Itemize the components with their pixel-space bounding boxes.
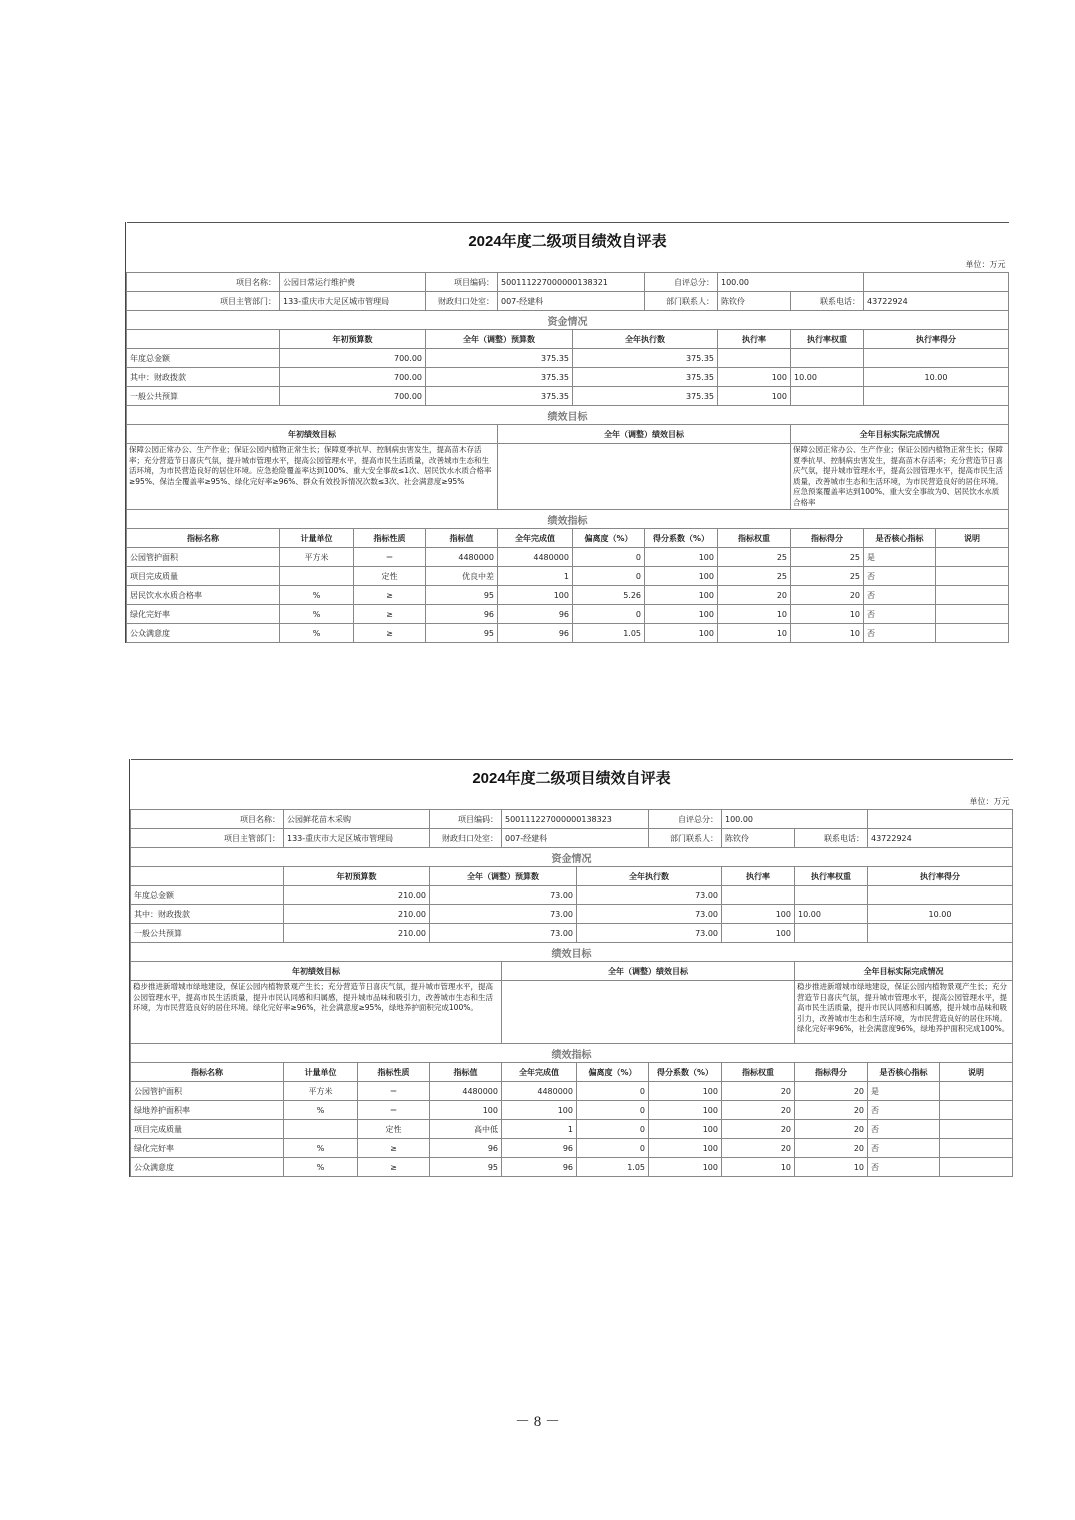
- indicator-type: ≥: [354, 605, 426, 624]
- funds-score: [864, 387, 1009, 406]
- performance-table-1: [125, 222, 1006, 643]
- indicator-header: 全年完成值: [502, 1063, 577, 1082]
- indicator-core: 否: [868, 1120, 940, 1139]
- funds-header: 全年执行数: [577, 867, 722, 886]
- indicator-weight: 20: [722, 1101, 795, 1120]
- funds-weight: [795, 886, 868, 905]
- table-title: 2024年度二级项目绩效自评表: [131, 760, 1013, 795]
- contact-label: 部门联系人：: [649, 829, 722, 848]
- goal-adjusted-text: [502, 981, 795, 1044]
- score-total: 100.00: [722, 810, 868, 829]
- funds-row-name: 一般公共预算: [127, 387, 280, 406]
- indicator-completed: 96: [498, 605, 573, 624]
- funds-row-name: 其中：财政拨款: [127, 368, 280, 387]
- goals-header: 年初绩效目标: [131, 962, 502, 981]
- unit-label: 单位：万元: [127, 257, 1009, 273]
- indicator-weight: 25: [718, 567, 791, 586]
- indicator-row: [127, 624, 1009, 643]
- goals-header: 全年目标实际完成情况: [791, 425, 1009, 444]
- indicator-note: [936, 624, 1009, 643]
- indicator-header: 得分系数（%）: [649, 1063, 722, 1082]
- contact-label: 部门联系人：: [645, 292, 718, 311]
- indicator-deviation: 1.05: [577, 1158, 649, 1177]
- indicator-note: [940, 1139, 1013, 1158]
- funds-initial: 700.00: [280, 387, 426, 406]
- indicator-unit: %: [284, 1158, 358, 1177]
- indicator-core: 否: [868, 1139, 940, 1158]
- score-total-label: 自评总分：: [649, 810, 722, 829]
- indicator-value: 4480000: [426, 548, 498, 567]
- funds-executed: 375.35: [573, 387, 718, 406]
- funds-section-title: 资金情况: [131, 848, 1013, 867]
- indicator-score: 20: [791, 586, 864, 605]
- funds-initial: 210.00: [284, 905, 430, 924]
- indicator-core: 否: [864, 567, 936, 586]
- indicator-type: ≥: [358, 1139, 430, 1158]
- indicator-unit: 平方米: [284, 1082, 358, 1101]
- indicator-weight: 20: [722, 1139, 795, 1158]
- indicator-score: 25: [791, 548, 864, 567]
- indicator-unit: %: [280, 586, 354, 605]
- indicator-unit: [280, 567, 354, 586]
- funds-weight: 10.00: [795, 905, 868, 924]
- indicator-core: 否: [868, 1158, 940, 1177]
- indicator-unit: %: [280, 605, 354, 624]
- indicator-deviation: 0: [573, 605, 645, 624]
- funds-executed: 73.00: [577, 905, 722, 924]
- indicator-deviation: 1.05: [573, 624, 645, 643]
- funds-initial: 700.00: [280, 368, 426, 387]
- indicator-header: 指标性质: [358, 1063, 430, 1082]
- funds-rate: 100: [722, 924, 795, 943]
- indicator-name: 绿化完好率: [127, 605, 280, 624]
- indicator-core: 是: [868, 1082, 940, 1101]
- indicator-type: ≥: [358, 1158, 430, 1177]
- indicator-name: 公众满意度: [131, 1158, 284, 1177]
- indicator-completed: 96: [498, 624, 573, 643]
- project-name-label: 项目名称：: [127, 273, 280, 292]
- indicator-coefficient: 100: [649, 1139, 722, 1158]
- goals-header: 全年（调整）绩效目标: [498, 425, 791, 444]
- indicator-coefficient: 100: [645, 548, 718, 567]
- indicator-header: 说明: [936, 529, 1009, 548]
- indicator-note: [936, 586, 1009, 605]
- funds-header: 执行率: [718, 330, 791, 349]
- finance-office-label: 财政归口处室：: [426, 292, 498, 311]
- funds-executed: 375.35: [573, 349, 718, 368]
- indicator-score: 20: [795, 1139, 868, 1158]
- indicator-weight: 20: [722, 1082, 795, 1101]
- indicator-value: 高中低: [430, 1120, 502, 1139]
- indicators-section-title: 绩效指标: [127, 510, 1009, 529]
- indicator-value: 95: [426, 624, 498, 643]
- indicator-row: [127, 586, 1009, 605]
- indicator-unit: %: [280, 624, 354, 643]
- indicator-score: 20: [795, 1082, 868, 1101]
- indicator-note: [940, 1158, 1013, 1177]
- project-name: 公园日常运行维护费: [280, 273, 426, 292]
- funds-executed: 375.35: [573, 368, 718, 387]
- indicator-header: 是否核心指标: [864, 529, 936, 548]
- indicator-coefficient: 100: [645, 624, 718, 643]
- indicator-type: ＝: [358, 1082, 430, 1101]
- funds-rate: [718, 349, 791, 368]
- indicator-completed: 100: [502, 1101, 577, 1120]
- funds-row: [127, 387, 1009, 406]
- indicator-note: [936, 605, 1009, 624]
- indicator-core: 否: [864, 605, 936, 624]
- funds-header: 执行率得分: [868, 867, 1013, 886]
- dept: 133-重庆市大足区城市管理局: [280, 292, 426, 311]
- indicator-completed: 1: [498, 567, 573, 586]
- project-code: 500111227000000138321: [498, 273, 645, 292]
- indicator-coefficient: 100: [649, 1158, 722, 1177]
- funds-initial: 700.00: [280, 349, 426, 368]
- goals-section-title: 绩效目标: [127, 406, 1009, 425]
- indicator-coefficient: 100: [649, 1101, 722, 1120]
- indicator-weight: 20: [718, 586, 791, 605]
- indicator-score: 10: [791, 605, 864, 624]
- funds-score: 10.00: [864, 368, 1009, 387]
- indicator-score: 10: [795, 1158, 868, 1177]
- indicator-header: 指标得分: [795, 1063, 868, 1082]
- indicator-weight: 10: [718, 605, 791, 624]
- indicator-core: 否: [868, 1101, 940, 1120]
- indicator-header: 是否核心指标: [868, 1063, 940, 1082]
- indicator-deviation: 0: [577, 1082, 649, 1101]
- indicator-name: 公园管护面积: [127, 548, 280, 567]
- indicator-value: 100: [430, 1101, 502, 1120]
- indicator-type: 定性: [358, 1120, 430, 1139]
- indicator-weight: 25: [718, 548, 791, 567]
- indicator-note: [940, 1101, 1013, 1120]
- project-code-label: 项目编码：: [430, 810, 502, 829]
- indicator-row: [127, 605, 1009, 624]
- indicator-header: 计量单位: [284, 1063, 358, 1082]
- indicator-header: 全年完成值: [498, 529, 573, 548]
- project-name-label: 项目名称：: [131, 810, 284, 829]
- funds-score: [868, 886, 1013, 905]
- funds-header: 全年执行数: [573, 330, 718, 349]
- indicator-value: 95: [430, 1158, 502, 1177]
- indicator-value: 4480000: [430, 1082, 502, 1101]
- indicator-name: 绿地养护面积率: [131, 1101, 284, 1120]
- indicator-completed: 96: [502, 1158, 577, 1177]
- phone: 43722924: [868, 829, 1013, 848]
- funds-row-name: 年度总金额: [131, 886, 284, 905]
- goal-adjusted-text: [498, 444, 791, 510]
- indicator-note: [936, 548, 1009, 567]
- funds-header: 执行率: [722, 867, 795, 886]
- indicator-unit: [284, 1120, 358, 1139]
- indicator-name: 居民饮水水质合格率: [127, 586, 280, 605]
- funds-section-title: 资金情况: [127, 311, 1009, 330]
- funds-adjusted: 375.35: [426, 387, 573, 406]
- indicator-deviation: 0: [577, 1101, 649, 1120]
- phone-label: 联系电话：: [795, 829, 868, 848]
- indicator-coefficient: 100: [645, 586, 718, 605]
- phone-label: 联系电话：: [791, 292, 864, 311]
- funds-initial: 210.00: [284, 924, 430, 943]
- project-name: 公园鲜花苗木采购: [284, 810, 430, 829]
- table-title: 2024年度二级项目绩效自评表: [127, 223, 1009, 258]
- finance-office: 007-经建科: [502, 829, 649, 848]
- indicator-value: 96: [426, 605, 498, 624]
- indicator-header: 指标值: [426, 529, 498, 548]
- indicator-type: ＝: [358, 1101, 430, 1120]
- indicator-type: 定性: [354, 567, 426, 586]
- finance-office: 007-经建科: [498, 292, 645, 311]
- indicator-name: 项目完成质量: [127, 567, 280, 586]
- goal-actual-text: 保障公园正常办公、生产作业；保证公园内植物正常生长；保障夏季抗旱、控制病虫害发生，提高苗木存活率；充分营造节日喜庆气氛，提升城市管理水平，提高公园管理水平，提高市民生活质量，改善城市生态和生活环境，为市民营造良好的居住环境。应急预案覆盖率达到100%、重大安全事故为0、居民饮水水质合格率: [791, 444, 1009, 510]
- indicator-name: 绿化完好率: [131, 1139, 284, 1158]
- indicator-header: 偏离度（%）: [577, 1063, 649, 1082]
- goal-actual-text: 稳步推进新增城市绿地建设，保证公园内植物景观产生长；充分营造节日喜庆气氛，提升城市管理水平，提高公园管理水平，提高市民生活质量，提升市民认同感和归属感，提升城市品味和吸引力，改善城市生态和生活环境，为市民营造良好的居住环境。绿化完好率96%，社会满意度96%，绿地养护面积完成100%。: [795, 981, 1013, 1044]
- indicator-coefficient: 100: [645, 605, 718, 624]
- goals-header: 全年目标实际完成情况: [795, 962, 1013, 981]
- funds-row-name: 其中：财政拨款: [131, 905, 284, 924]
- indicator-header: 偏离度（%）: [573, 529, 645, 548]
- indicator-value: 优良中差: [426, 567, 498, 586]
- indicator-name: 公园管护面积: [131, 1082, 284, 1101]
- funds-adjusted: 73.00: [430, 924, 577, 943]
- project-code-label: 项目编码：: [426, 273, 498, 292]
- goals-header: 全年（调整）绩效目标: [502, 962, 795, 981]
- indicator-completed: 1: [502, 1120, 577, 1139]
- indicator-row: [131, 1139, 1013, 1158]
- indicator-name: 项目完成质量: [131, 1120, 284, 1139]
- score-total-label: 自评总分：: [645, 273, 718, 292]
- funds-rate: 100: [718, 387, 791, 406]
- indicator-row: [131, 1082, 1013, 1101]
- funds-weight: [791, 349, 864, 368]
- contact: 陈钦伶: [722, 829, 795, 848]
- dept: 133-重庆市大足区城市管理局: [284, 829, 430, 848]
- indicator-header: 指标性质: [354, 529, 426, 548]
- funds-executed: 73.00: [577, 924, 722, 943]
- indicator-weight: 10: [718, 624, 791, 643]
- indicator-unit: 平方米: [280, 548, 354, 567]
- indicator-row: [131, 1158, 1013, 1177]
- indicator-header: 指标名称: [127, 529, 280, 548]
- indicator-row: [131, 1101, 1013, 1120]
- indicator-deviation: 5.26: [573, 586, 645, 605]
- indicator-score: 20: [795, 1101, 868, 1120]
- funds-header: 全年（调整）预算数: [430, 867, 577, 886]
- goals-section-title: 绩效目标: [131, 943, 1013, 962]
- indicator-deviation: 0: [573, 548, 645, 567]
- funds-row: [131, 924, 1013, 943]
- goal-initial-text: 稳步推进新增城市绿地建设，保证公园内植物景观产生长；充分营造节日喜庆气氛，提升城市管理水平，提高公园管理水平，提高市民生活质量，提升市民认同感和归属感，提升城市品味和吸引力，改善城市生态和生活环境，为市民营造良好的居住环境。绿化完好率≥96%，社会满意度≥95%，绿地养护面积完成100%。: [131, 981, 502, 1044]
- indicator-deviation: 0: [577, 1120, 649, 1139]
- indicator-header: 指标权重: [718, 529, 791, 548]
- funds-score: [868, 924, 1013, 943]
- indicator-completed: 100: [498, 586, 573, 605]
- indicator-header: 计量单位: [280, 529, 354, 548]
- score-total: 100.00: [718, 273, 864, 292]
- funds-score: [864, 349, 1009, 368]
- phone: 43722924: [864, 292, 1009, 311]
- funds-header: 执行率权重: [791, 330, 864, 349]
- funds-weight: [791, 387, 864, 406]
- indicator-row: [131, 1120, 1013, 1139]
- indicator-weight: 10: [722, 1158, 795, 1177]
- indicators-section-title: 绩效指标: [131, 1044, 1013, 1063]
- funds-weight: 10.00: [791, 368, 864, 387]
- indicator-coefficient: 100: [645, 567, 718, 586]
- funds-rate: [722, 886, 795, 905]
- indicator-completed: 4480000: [498, 548, 573, 567]
- indicator-coefficient: 100: [649, 1120, 722, 1139]
- funds-executed: 73.00: [577, 886, 722, 905]
- funds-row: [131, 886, 1013, 905]
- funds-rate: 100: [718, 368, 791, 387]
- indicator-core: 否: [864, 624, 936, 643]
- indicator-header: 指标名称: [131, 1063, 284, 1082]
- indicator-value: 96: [430, 1139, 502, 1158]
- funds-score: 10.00: [868, 905, 1013, 924]
- funds-adjusted: 375.35: [426, 368, 573, 387]
- funds-header: 执行率得分: [864, 330, 1009, 349]
- indicator-type: ＝: [354, 548, 426, 567]
- indicator-header: 指标得分: [791, 529, 864, 548]
- indicator-unit: %: [284, 1101, 358, 1120]
- indicator-deviation: 0: [573, 567, 645, 586]
- funds-header: 年初预算数: [280, 330, 426, 349]
- indicator-header: 指标权重: [722, 1063, 795, 1082]
- indicator-type: ≥: [354, 586, 426, 605]
- funds-row: [131, 905, 1013, 924]
- contact: 陈钦伶: [718, 292, 791, 311]
- indicator-core: 是: [864, 548, 936, 567]
- indicator-completed: 96: [502, 1139, 577, 1158]
- indicator-completed: 4480000: [502, 1082, 577, 1101]
- indicator-coefficient: 100: [649, 1082, 722, 1101]
- funds-adjusted: 73.00: [430, 905, 577, 924]
- indicator-row: [127, 567, 1009, 586]
- funds-weight: [795, 924, 868, 943]
- funds-adjusted: 73.00: [430, 886, 577, 905]
- indicator-core: 否: [864, 586, 936, 605]
- page-number: － 8 －: [514, 1414, 560, 1430]
- indicator-value: 95: [426, 586, 498, 605]
- finance-office-label: 财政归口处室：: [430, 829, 502, 848]
- goal-initial-text: 保障公园正常办公、生产作业；保证公园内植物正常生长；保障夏季抗旱、控制病虫害发生，提高苗木存活率；充分营造节日喜庆气氛，提升城市管理水平，提高公园管理水平，提高市民生活质量，改善城市生态和生活环境，为市民营造良好的居住环境。应急抢险覆盖率达到100%、重大安全事故≤1次、居民饮水水质合格率≥95%、保洁全覆盖率≥95%、绿化完好率≥96%、群众有效投诉情况次数≤3次、社会满意度≥95%: [127, 444, 498, 510]
- indicator-score: 10: [791, 624, 864, 643]
- funds-initial: 210.00: [284, 886, 430, 905]
- indicator-header: 得分系数（%）: [645, 529, 718, 548]
- funds-rate: 100: [722, 905, 795, 924]
- indicator-header: 说明: [940, 1063, 1013, 1082]
- funds-header: 年初预算数: [284, 867, 430, 886]
- indicator-score: 25: [791, 567, 864, 586]
- indicator-row: [127, 548, 1009, 567]
- indicator-note: [940, 1082, 1013, 1101]
- indicator-name: 公众满意度: [127, 624, 280, 643]
- indicator-unit: %: [284, 1139, 358, 1158]
- funds-header: 全年（调整）预算数: [426, 330, 573, 349]
- goals-header: 年初绩效目标: [127, 425, 498, 444]
- funds-row: [127, 349, 1009, 368]
- dept-label: 项目主管部门：: [131, 829, 284, 848]
- funds-adjusted: 375.35: [426, 349, 573, 368]
- funds-header: 执行率权重: [795, 867, 868, 886]
- indicator-deviation: 0: [577, 1139, 649, 1158]
- indicator-note: [940, 1120, 1013, 1139]
- dept-label: 项目主管部门：: [127, 292, 280, 311]
- indicator-weight: 20: [722, 1120, 795, 1139]
- indicator-score: 20: [795, 1120, 868, 1139]
- indicator-header: 指标值: [430, 1063, 502, 1082]
- performance-table-2: [129, 759, 1010, 1177]
- funds-row-name: 一般公共预算: [131, 924, 284, 943]
- funds-row-name: 年度总金额: [127, 349, 280, 368]
- indicator-type: ≥: [354, 624, 426, 643]
- indicator-note: [936, 567, 1009, 586]
- funds-row: [127, 368, 1009, 387]
- project-code: 500111227000000138323: [502, 810, 649, 829]
- unit-label: 单位：万元: [131, 794, 1013, 810]
